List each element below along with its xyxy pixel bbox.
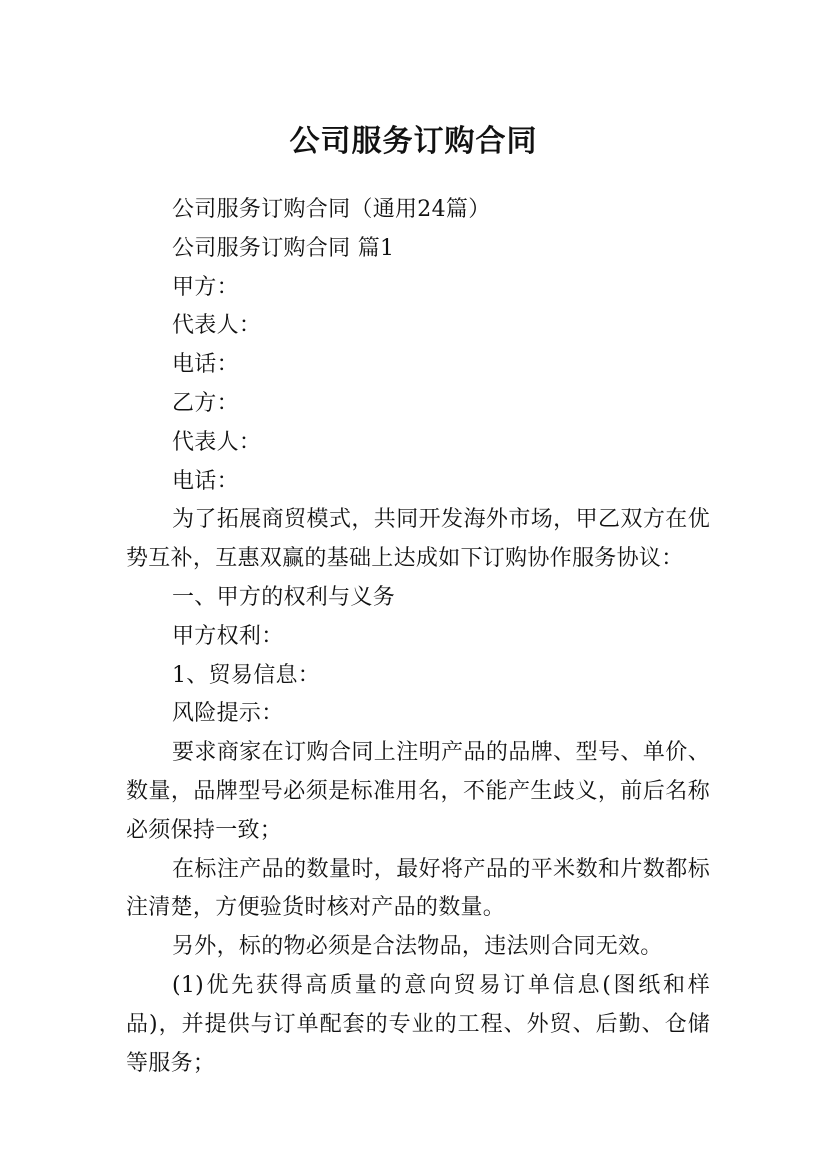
paragraph-party-b: 乙方：: [172, 390, 239, 416]
paragraph-section-heading: 公司服务订购合同 篇1: [172, 235, 395, 261]
paragraph-party-a-phone: 电话：: [172, 352, 239, 378]
paragraph-heading-rights-obligations: 一、甲方的权利与义务: [172, 584, 396, 610]
paragraph-party-a-rights: 甲方权利：: [172, 623, 284, 649]
paragraph-risk-notice: 风险提示：: [172, 701, 284, 727]
document-title: 公司服务订购合同: [289, 124, 538, 160]
paragraph-risk-requirement: 要求商家在订购合同上注明产品的品牌、型号、单价、数量，品牌型号必须是标准用名，不能产生歧义，前后名称必须保持一致；: [126, 740, 710, 843]
paragraph-party-a: 甲方：: [172, 274, 239, 300]
paragraph-subtitle: 公司服务订购合同（通用24篇）: [172, 197, 491, 222]
paragraph-quantity-note: 在标注产品的数量时，最好将产品的平米数和片数都标注清楚，方便验货时核对产品的数量。: [126, 856, 710, 921]
paragraph-party-b-representative: 代表人：: [172, 429, 262, 455]
document-body: [126, 191, 710, 1083]
paragraph-legality-note: 另外，标的物必须是合法物品，违法则合同无效。: [172, 934, 663, 960]
paragraph-trade-info: 1、贸易信息：: [172, 662, 321, 688]
paragraph-party-a-representative: 代表人：: [172, 313, 262, 339]
paragraph-party-b-phone: 电话：: [172, 468, 239, 494]
paragraph-clause-1: (1)优先获得高质量的意向贸易订单信息(图纸和样品)，并提供与订单配套的专业的工程、外贸、后勤、仓储等服务；: [126, 972, 710, 1076]
paragraph-preamble: 为了拓展商贸模式，共同开发海外市场，甲乙双方在优势互补，互惠双赢的基础上达成如下订购协作服务协议：: [126, 507, 710, 572]
